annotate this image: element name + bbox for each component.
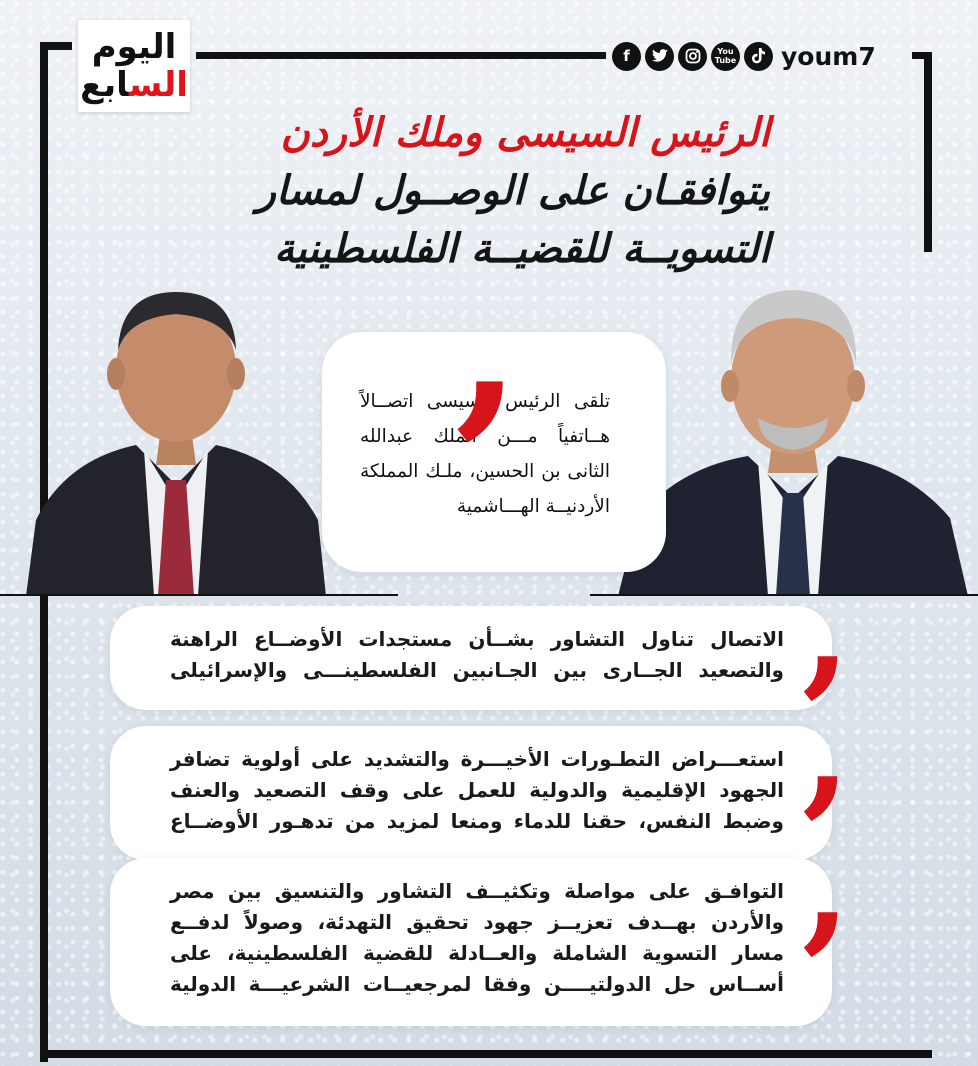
- instagram-icon[interactable]: [678, 42, 707, 71]
- facebook-icon[interactable]: f: [612, 42, 641, 71]
- tiktok-icon[interactable]: [744, 42, 773, 71]
- quote-mark-icon: ,: [802, 548, 851, 712]
- headline-line-3: التسويــة للقضيــة الفلسطينية: [274, 226, 770, 272]
- point-card-1: [110, 606, 832, 710]
- headline-line-2: يتوافقـان على الوصــول لمسار: [256, 168, 770, 214]
- divider-line: [590, 594, 978, 596]
- frame-line: [40, 1050, 932, 1058]
- headline-line-1: الرئيس السيسى وملك الأردن: [280, 110, 770, 156]
- quote-mark-icon: ,: [802, 804, 851, 968]
- headline: [90, 104, 770, 278]
- point-card-2: [110, 726, 832, 860]
- point-card-3: [110, 858, 832, 1026]
- point-text: التوافـق على مواصلة وتكثيــف التشاور والتنسيق بين مصر والأردن بهــدف تعزيــز جهود تحقيق التهدئة، وصولاً لدفــع مسار التسوية الشاملة والعــادلة للقضية الفلسطينية، على أســاس حل الدولتيــــن وفقا لمرجعيــات الشرعيـــة الدولية: [170, 879, 784, 996]
- quote-mark-icon: ,: [802, 668, 851, 832]
- twitter-icon[interactable]: [645, 42, 674, 71]
- point-text: استعـــراض التطـورات الأخيـــرة والتشديد على أولوية تضافر الجهود الإقليمية والدولية للعمل على وقف التصعيد والعنف وضبط النفس، حقنا للدماء ومنعا لمزيد من تدهـور الأوضــاع: [170, 747, 784, 833]
- youm7-logo[interactable]: [78, 20, 190, 112]
- frame-line: [924, 52, 932, 252]
- site-name[interactable]: youm7: [781, 41, 876, 71]
- logo-text-bottom: السابع: [80, 65, 188, 105]
- frame-line: [196, 52, 606, 59]
- point-text: الاتصال تناول التشاور بشــأن مستجدات الأوضــاع الراهنة والتصعيد الجــارى بين الجـانبين الفلسطينـــى والإسرائيلى: [170, 627, 784, 682]
- divider-line: [0, 594, 398, 596]
- quote-mark-icon: ,: [455, 233, 522, 456]
- portrait-king: [618, 268, 968, 596]
- logo-text-top: اليوم: [91, 27, 177, 67]
- portrait-president: [26, 270, 326, 596]
- quote-text: تلقى الرئيس السيسى اتصــالاً هــاتفياً مـــن الملك عبدالله الثانى بن الحسين، ملـك المملكة الأردنيــة الهـــاشمية: [360, 391, 610, 517]
- youtube-icon[interactable]: You Tube: [711, 42, 740, 71]
- social-bar: [612, 38, 876, 74]
